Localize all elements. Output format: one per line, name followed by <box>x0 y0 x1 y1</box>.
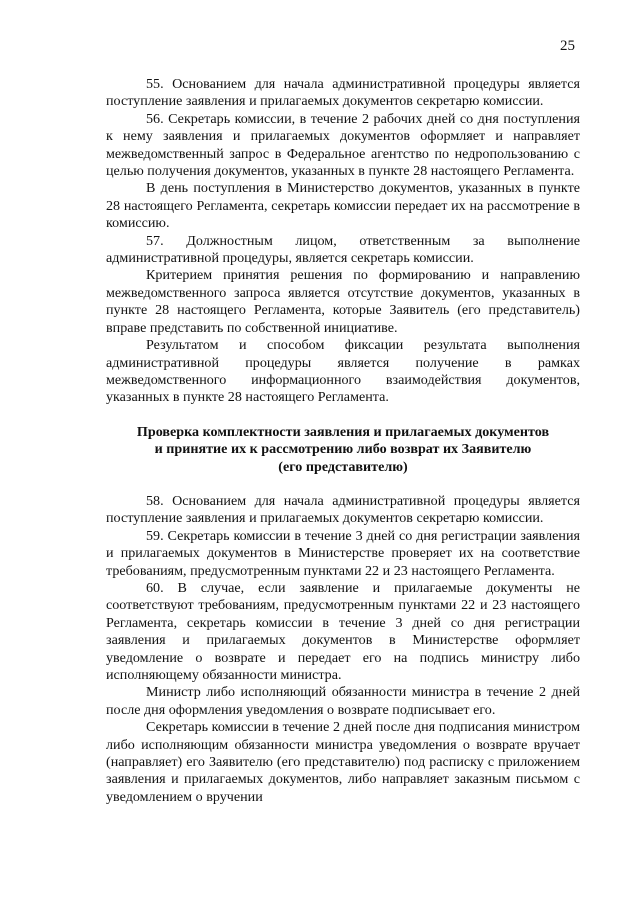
paragraph-57-result: Результатом и способом фиксации результата выполнения административной процедуры является получение в рамках межведомственного информационного взаимодействия документов, указанных в пункте 28 настоящего Регламента. <box>106 337 580 406</box>
spacer <box>106 407 580 424</box>
paragraph-57: 57. Должностным лицом, ответственным за выполнение административной процедуры, является секретарь комиссии. <box>106 232 580 267</box>
paragraph-56: 56. Секретарь комиссии, в течение 2 рабочих дней со дня поступления к нему заявления и прилагаемых документов оформляет и направляет межведомственный запрос в Федеральное агентство по недропользованию с целью получения документов, указанных в пункте 28 настоящего Регламента. <box>106 110 580 180</box>
paragraph-60-minister: Министр либо исполняющий обязанности министра в течение 2 дней после дня оформления уведомления о возврате подписывает его. <box>106 684 580 718</box>
spacer <box>106 476 580 493</box>
paragraph-60: 60. В случае, если заявление и прилагаемые документы не соответствуют требованиям, предусмотренным пунктами 22 и 23 настоящего Регламента, секретарь комиссии в течение 3 дней со дня регистрации заявления и прилагаемых документов в Министерстве оформляет уведомление о возврате и передает его на подпись министру либо исполняющему обязанности министра. <box>106 579 580 683</box>
paragraph-58: 58. Основанием для начала административной процедуры является поступление заявления и прилагаемых документов секретарю комиссии. <box>106 492 580 527</box>
paragraph-55: 55. Основанием для начала административной процедуры является поступление заявления и прилагаемых документов секретарю комиссии. <box>106 76 580 110</box>
section-heading-line-3: (его представителю) <box>278 458 408 475</box>
paragraph-56-continuation: В день поступления в Министерство документов, указанных в пункте 28 настоящего Регламента, секретарь комиссии передает их на рассмотрение в комиссию. <box>106 180 580 232</box>
paragraph-57-criterion: Критерием принятия решения по формированию и направлению межведомственного запроса является отсутствие документов, указанных в пункте 28 настоящего Регламента, которые Заявитель (его представитель) вправе представить по собственной инициативе. <box>106 267 580 336</box>
section-heading <box>106 424 580 476</box>
section-heading-line-1: Проверка комплектности заявления и прилагаемых документов <box>136 423 550 440</box>
section-heading-line-2: и принятие их к рассмотрению либо возврат их Заявителю <box>154 441 532 458</box>
page-number: 25 <box>560 38 575 54</box>
document-body <box>106 76 580 806</box>
paragraph-59: 59. Секретарь комиссии в течение 3 дней со дня регистрации заявления и прилагаемых документов в Министерстве проверяет их на соответствие требованиям, предусмотренным пунктами 22 и 23 настоящего Регламента. <box>106 527 580 579</box>
paragraph-60-secretary: Секретарь комиссии в течение 2 дней после дня подписания министром либо исполняющим обязанности министра уведомления о возврате вручает (направляет) его Заявителю (его представителю) под расписку с приложением заявления и прилагаемых документов, либо направляет заказным письмом с уведомлением о вручении <box>106 719 580 805</box>
